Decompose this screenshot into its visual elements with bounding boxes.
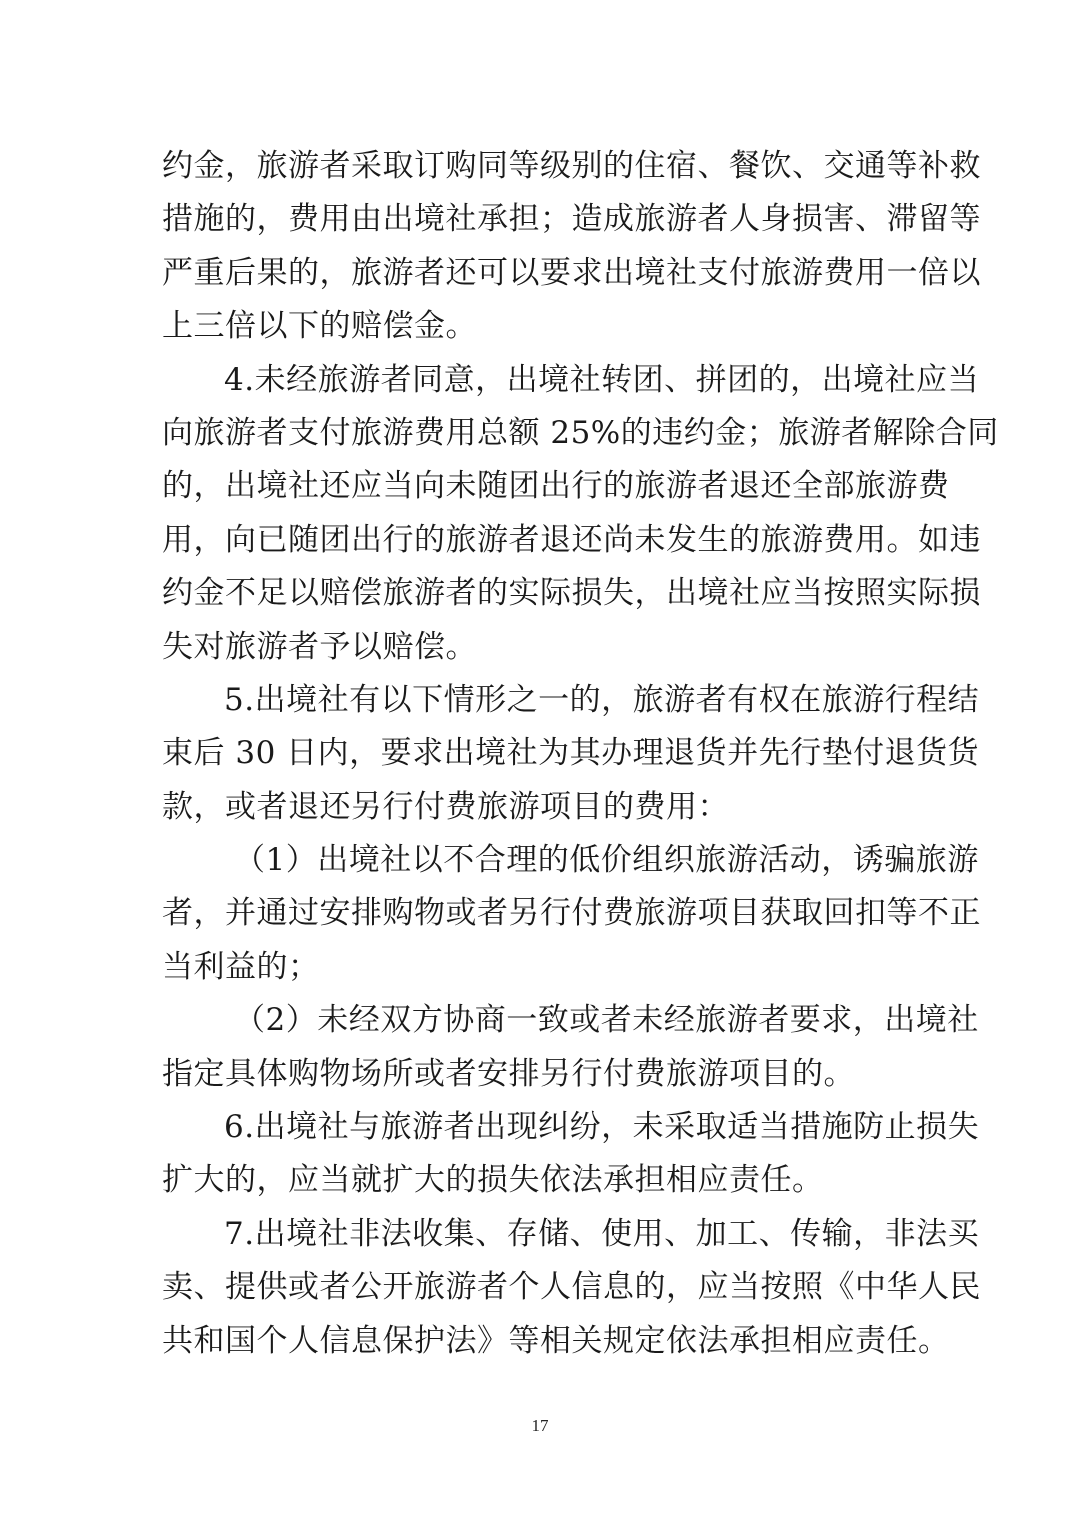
clause-6-line: 6.出境社与旅游者出现纠纷，未采取适当措施防止损失 bbox=[224, 1109, 980, 1146]
item-1-line: （1）出境社以不合理的低价组织旅游活动，诱骗旅游 bbox=[234, 842, 979, 879]
text-line: 失对旅游者予以赔偿。 bbox=[162, 628, 477, 665]
clause-4-line: 4.未经旅游者同意，出境社转团、拼团的，出境社应当 bbox=[224, 361, 980, 398]
item-2-line: （2）未经双方协商一致或者未经旅游者要求，出境社 bbox=[234, 1002, 979, 1039]
text-line: 指定具体购物场所或者安排另行付费旅游项目的。 bbox=[162, 1055, 855, 1092]
text-line: 的，出境社还应当向未随团出行的旅游者退还全部旅游费 bbox=[162, 468, 950, 505]
text-line: 约金不足以赔偿旅游者的实际损失，出境社应当按照实际损 bbox=[162, 575, 981, 612]
text-line: 约金，旅游者采取订购同等级别的住宿、餐饮、交通等补救 bbox=[162, 148, 981, 184]
clause-5-line: 5.出境社有以下情形之一的，旅游者有权在旅游行程结 bbox=[224, 681, 980, 718]
text-line: 款，或者退还另行付费旅游项目的费用： bbox=[162, 788, 729, 825]
text-line: 上三倍以下的赔偿金。 bbox=[162, 308, 477, 345]
text-line: 措施的，费用由出境社承担；造成旅游者人身损害、滞留等 bbox=[162, 201, 981, 238]
body-text bbox=[162, 140, 999, 1368]
text-line: 者，并通过安排购物或者另行付费旅游项目获取回扣等不正 bbox=[162, 895, 981, 932]
clause-7-line: 7.出境社非法收集、存储、使用、加工、传输，非法买 bbox=[224, 1215, 980, 1252]
text-line: 卖、提供或者公开旅游者个人信息的，应当按照《中华人民 bbox=[162, 1269, 981, 1306]
text-line: 共和国个人信息保护法》等相关规定依法承担相应责任。 bbox=[162, 1322, 950, 1359]
text-line: 扩大的，应当就扩大的损失依法承担相应责任。 bbox=[162, 1162, 824, 1199]
text-line: 当利益的； bbox=[162, 948, 320, 985]
text-line: 向旅游者支付旅游费用总额 25%的违约金；旅游者解除合同 bbox=[162, 414, 999, 451]
text-line: 严重后果的，旅游者还可以要求出境社支付旅游费用一倍以 bbox=[162, 254, 981, 291]
text-line: 束后 30 日内，要求出境社为其办理退货并先行垫付退货货 bbox=[162, 735, 980, 772]
page-number: 17 bbox=[531, 1416, 549, 1435]
text-line: 用，向已随团出行的旅游者退还尚未发生的旅游费用。如违 bbox=[162, 521, 981, 558]
